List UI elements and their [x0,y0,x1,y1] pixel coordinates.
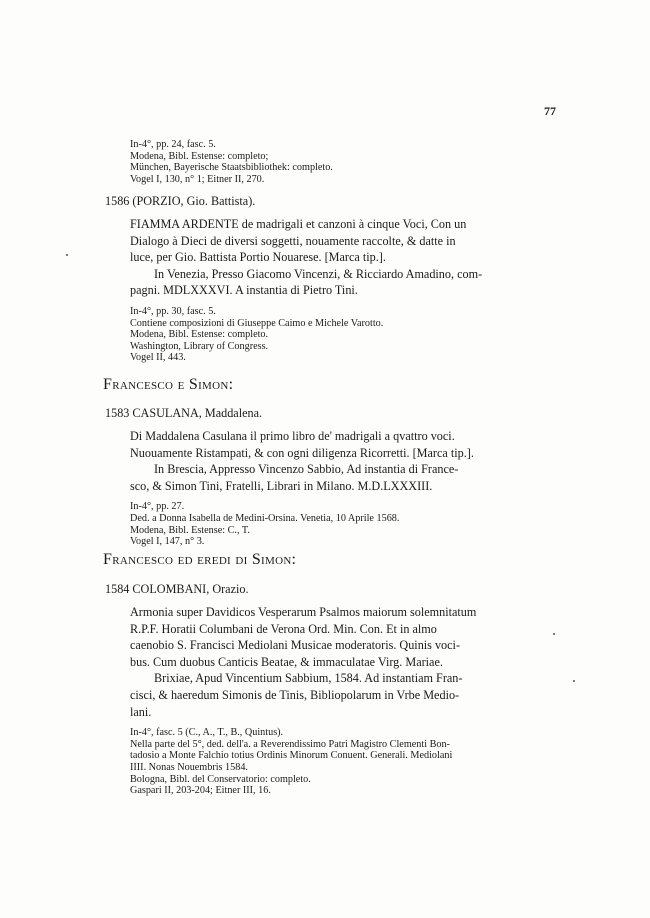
title-line: caenobio S. Francisci Mediolani Musicae moderatoris. Quinis voci- [130,638,461,653]
note-line: Vogel II, 443. [130,352,186,364]
section-heading: Francesco e Simon: [103,376,234,393]
imprint-line: In Brescia, Appresso Vincenzo Sabbio, Ad instantia di France- [154,462,459,477]
entry-heading [0,406,650,421]
imprint-line: sco, & Simon Tini, Fratelli, Librari in Milano. M.D.LXXXIII. [130,478,433,493]
scan-speck [573,680,575,682]
imprint-line: In Venezia, Presso Giacomo Vincenzi, & Ricciardo Amadino, com- [154,266,483,281]
note-line: tadosio a Monte Falchio totius Ordinis Minorum Conuent. Generali. Mediolani [130,750,453,762]
entry-author: (PORZIO, Gio. Battista). [132,194,256,208]
entry-heading [0,582,650,597]
entry-year: 1586 [105,194,130,208]
page-number: 77 [544,104,556,118]
note-line: Washington, Library of Congress. [130,340,269,352]
entry-heading [0,194,650,209]
note-line: Modena, Bibl. Estense: C., T. [130,524,250,536]
top-notes [0,139,650,185]
title-line: Di Maddalena Casulana il primo libro de' madrigali a qvattro voci. [130,429,455,443]
entry-year: 1584 [105,582,130,596]
entry-author: COLOMBANI, Orazio. [132,582,249,596]
note-line: Ded. a Donna Isabella de Medini-Orsina. Venetia, 10 Aprile 1568. [130,512,400,524]
imprint-line: lani. [130,704,152,719]
note-line: Modena, Bibl. Estense: completo. [130,329,269,341]
note-line: Modena, Bibl. Estense: completo; [130,150,269,162]
title-line: FIAMMA ARDENTE de madrigali et canzoni à cinque Voci, Con un [130,217,467,231]
title-line: bus. Cum duobus Canticis Beatae, & immaculatae Virg. Mariae. [130,654,443,669]
note-line: IIII. Nonas Nouembris 1584. [130,761,248,773]
entry-author: CASULANA, Maddalena. [132,406,263,420]
imprint-line: Brixiae, Apud Vincentium Sabbium, 1584. Ad instantiam Fran- [154,671,463,686]
note-line: In-4°, pp. 30, fasc. 5. [130,305,216,317]
note-line: Nella parte del 5°, ded. dell'a. a Reverendissimo Patri Magistro Clementi Bon- [130,738,450,750]
title-line: Nuouamente Ristampati, & con ogni diligenza Ricorretti. [Marca tip.]. [130,445,474,460]
entry-1584 [0,582,650,797]
entry-1586 [0,194,650,364]
note-line: München, Bayerische Staatsbibliothek: completo. [130,162,333,174]
title-line: luce, per Gio. Battista Portio Nouarese. [Marca tip.]. [130,250,386,265]
imprint-line: pagni. MDLXXXVI. A instantia di Pietro Tini. [130,283,358,298]
title-line: R.P.F. Horatii Columbani de Verona Ord. Min. Con. Et in almo [130,621,437,636]
note-line: Bologna, Bibl. del Conservatorio: completo. [130,773,311,785]
note-line: In-4°, pp. 27. [130,501,185,513]
scan-speck [66,254,68,256]
entry-1583 [0,406,650,548]
imprint-line: cisci, & haeredum Simonis de Tinis, Bibliopolarum in Vrbe Medio- [130,687,460,702]
scan-speck [553,633,555,635]
note-line: Contiene composizioni di Giuseppe Caimo e Michele Varotto. [130,317,384,329]
note-line: Vogel I, 130, n° 1; Eitner II, 270. [130,173,265,185]
entry-year: 1583 [105,406,130,420]
note-line: In-4°, pp. 24, fasc. 5. [130,139,216,150]
note-line: Gaspari II, 203-204; Eitner III, 16. [130,785,271,797]
title-line: Dialogo à Dieci de diversi soggetti, nouamente raccolte, & datte in [130,233,456,248]
note-line: In-4°, fasc. 5 (C., A., T., B., Quintus). [130,727,284,739]
title-line: Armonia super Davidicos Vesperarum Psalmos maiorum solemnitatum [130,605,477,619]
note-line: Vogel I, 147, n° 3. [130,536,205,548]
section-heading: Francesco ed eredi di Simon: [103,551,297,568]
